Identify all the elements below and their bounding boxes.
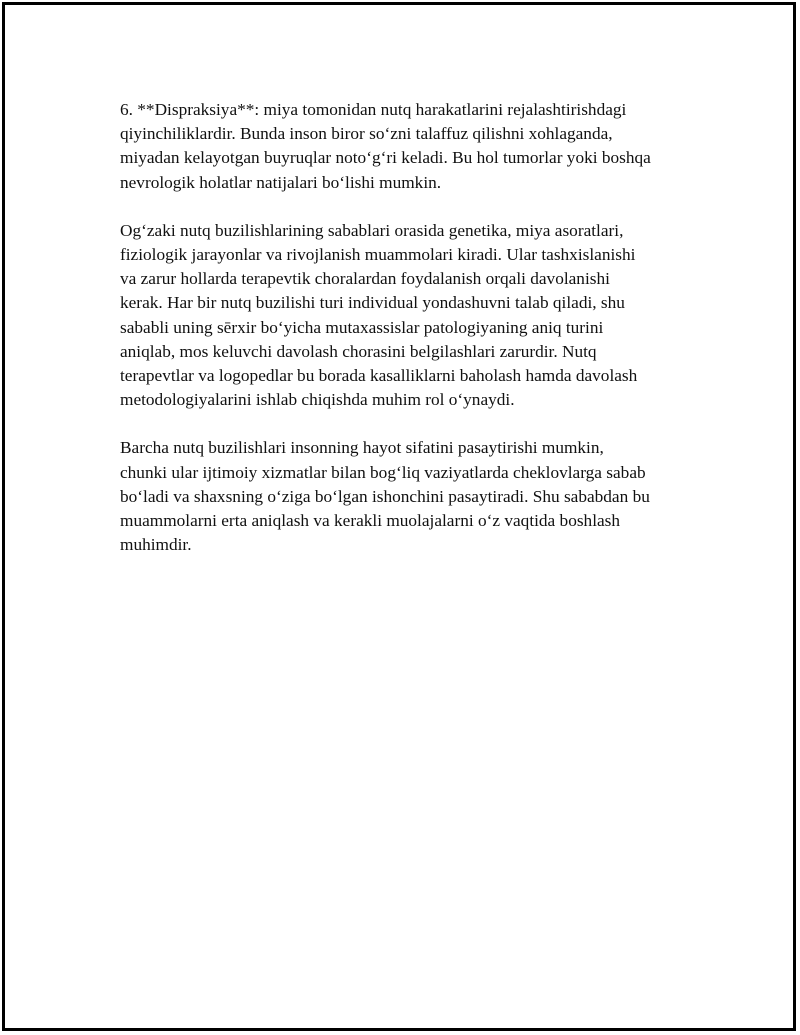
text-line: muammolarni erta aniqlash va kerakli muolajalarni o‘z vaqtida boshlash [120,511,621,531]
text-line: qiyinchiliklardir. Bunda inson biror so‘zni talaffuz qilishni xohlaganda, [120,124,613,144]
document-body [120,98,690,581]
text-line: nevrologik holatlar natijalari bo‘lishi mumkin. [120,172,442,192]
text-line: va zarur hollarda terapevtik choralardan foydalanish orqali davolanishi [120,269,610,289]
page-frame [2,2,796,1031]
text-line: sababli uning sērxir bo‘yicha mutaxassislar patologiyaning aniq turini [120,317,604,337]
paragraph-conclusion [120,436,690,557]
text-line: aniqlab, mos keluvchi davolash chorasini belgilashlari zarurdir. Nutq [120,341,597,361]
text-line: fiziologik jarayonlar va rivojlanish muammolari kiradi. Ular tashxislanishi [120,245,636,265]
paragraph-causes [120,219,690,413]
text-line: bo‘ladi va shaxsning o‘ziga bo‘lgan ishonchini pasaytiradi. Shu sababdan bu [120,486,650,506]
paragraph-dispraksiya [120,98,690,195]
text-line: kerak. Har bir nutq buzilishi turi individual yondashuvni talab qiladi, shu [120,293,625,313]
text-line: muhimdir. [120,535,192,555]
text-line: Barcha nutq buzilishlari insonning hayot sifatini pasaytirishi mumkin, [120,438,604,458]
text-line: 6. **Dispraksiya**: miya tomonidan nutq harakatlarini rejalashtirishdagi [120,100,627,119]
text-line: chunki ular ijtimoiy xizmatlar bilan bog‘liq vaziyatlarda cheklovlarga sabab [120,462,646,482]
text-line: miyadan kelayotgan buyruqlar noto‘g‘ri keladi. Bu hol tumorlar yoki boshqa [120,148,651,168]
text-line: terapevtlar va logopedlar bu borada kasalliklarni baholash hamda davolash [120,366,638,386]
text-line: Og‘zaki nutq buzilishlarining sabablari orasida genetika, miya asoratlari, [120,220,624,240]
text-line: metodologiyalarini ishlab chiqishda muhim rol o‘ynaydi. [120,390,515,410]
